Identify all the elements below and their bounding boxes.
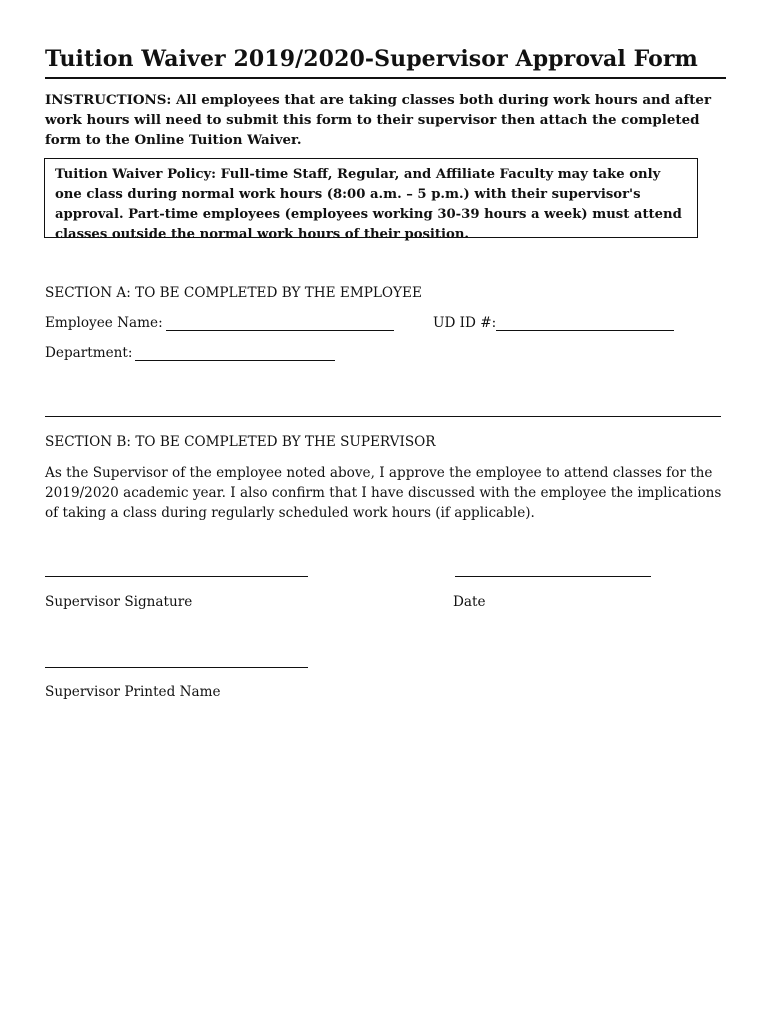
department-label: Department: (45, 345, 133, 361)
ud-id-field (433, 315, 674, 331)
instructions-text: INSTRUCTIONS: All employees that are taking classes both during work hours and after work hours will need to submit this form to their supervisor then attach the completed form to the Online Tuition Waiver. (45, 92, 712, 148)
ud-id-input[interactable] (496, 316, 674, 331)
supervisor-signature-label: Supervisor Signature (45, 594, 193, 610)
employee-name-input[interactable] (166, 316, 394, 331)
section-a-heading: SECTION A: TO BE COMPLETED BY THE EMPLOYEE (45, 285, 422, 301)
section-b-heading: SECTION B: TO BE COMPLETED BY THE SUPERVISOR (45, 434, 436, 450)
title-underline (45, 77, 726, 79)
supervisor-printed-name-label: Supervisor Printed Name (45, 684, 221, 700)
ud-id-label: UD ID #: (433, 315, 497, 331)
supervisor-printed-name-line[interactable] (45, 667, 308, 668)
department-field (45, 345, 335, 361)
department-input[interactable] (135, 346, 335, 361)
section-divider (45, 416, 721, 417)
employee-name-label: Employee Name: (45, 315, 163, 331)
supervisor-signature-line[interactable] (45, 576, 308, 577)
policy-text: Tuition Waiver Policy: Full-time Staff, Regular, and Affiliate Faculty may take only one class during normal work hours (8:00 a.m. – 5 p.m.) with their supervisor's approval. Part-time employees (employees working 30-39 hours a week) must attend classes outside the normal work hours of their position. (55, 167, 682, 242)
form-title: Tuition Waiver 2019/2020-Supervisor Approval Form (45, 46, 698, 72)
date-label: Date (453, 594, 486, 610)
employee-name-field (45, 315, 394, 331)
date-line[interactable] (455, 576, 651, 577)
supervisor-statement: As the Supervisor of the employee noted above, I approve the employee to attend classes for the 2019/2020 academic year. I also confirm that I have discussed with the employee the implications of taking a class during regularly scheduled work hours (if applicable). (45, 465, 722, 521)
policy-box (44, 158, 698, 242)
